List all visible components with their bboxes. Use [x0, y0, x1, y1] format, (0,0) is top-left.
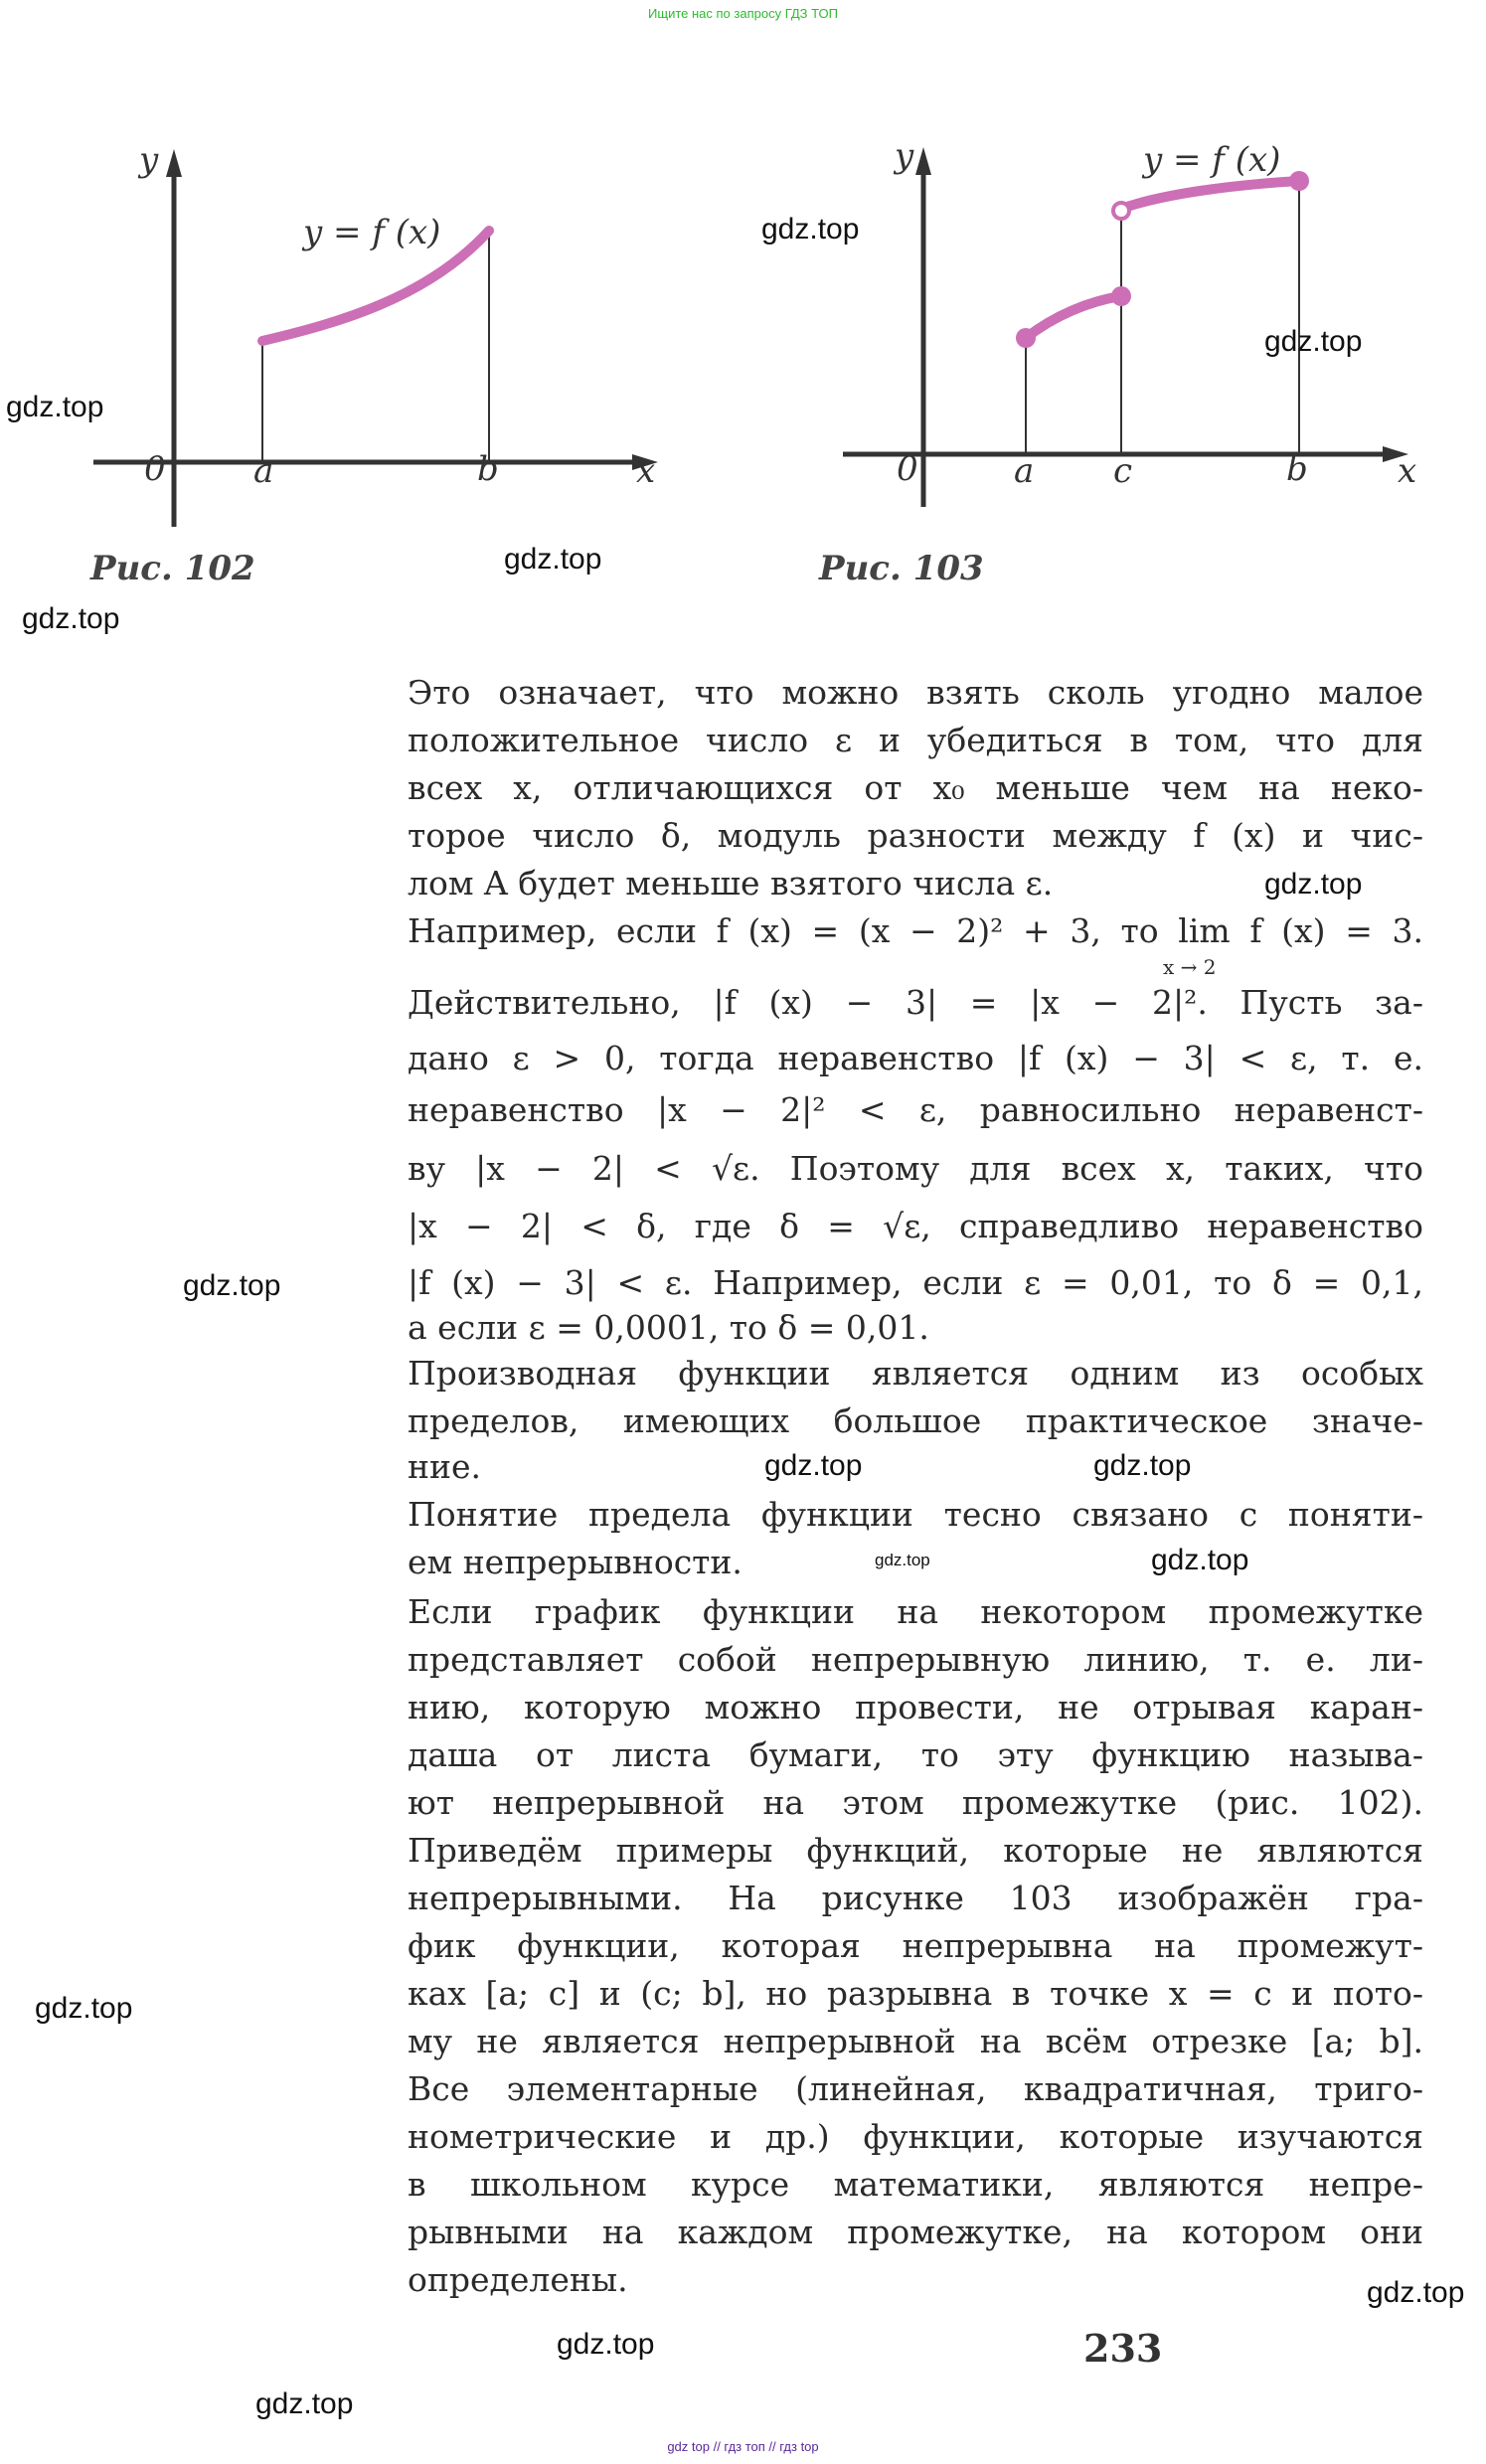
body-text [408, 669, 1423, 2359]
figure-caption: Рис. 102 [90, 549, 255, 588]
y-label: y [895, 136, 914, 176]
text-line: |f (x) − 3| < ε. Например, если ε = 0,01, то δ = 0,1, [408, 1263, 1423, 1302]
text-line: даша от листа бумаги, то эту функцию называ- [408, 1735, 1423, 1774]
text-line: непрерывными. На рисунке 103 изображён гра- [408, 1879, 1423, 1917]
watermark: gdz.top [183, 1269, 281, 1302]
closed-point-c [1111, 286, 1131, 306]
open-point-c [1113, 203, 1129, 219]
text-line: Все элементарные (линейная, квадратичная, триго- [408, 2069, 1423, 2108]
y-axis-arrow-icon [915, 147, 931, 175]
right-branch [1121, 181, 1299, 209]
text-line: определены. [408, 2260, 628, 2299]
text-line: рывными на каждом промежутке, на котором они [408, 2213, 1423, 2251]
text-line: нометрические и др.) функции, которые изучаются [408, 2117, 1423, 2156]
watermark: gdz.top [35, 1992, 133, 2025]
watermark: gdz.top [6, 391, 104, 423]
text-line: нию, которую можно провести, не отрывая каран- [408, 1688, 1423, 1726]
text-line: Это означает, что можно взять сколь угодно малое [408, 673, 1423, 712]
text-line: ют непрерывной на этом промежутке (рис. 102). [408, 1783, 1423, 1822]
text-line: неравенство |x − 2|² < ε, равносильно неравенст- [408, 1090, 1423, 1129]
watermark: gdz.top [875, 1551, 930, 1569]
figures [0, 0, 1486, 646]
text-line: ках [a; c] и (c; b], но разрывна в точке x = c и пото- [408, 1974, 1423, 2013]
watermark: gdz.top [557, 2328, 655, 2361]
footer-links[interactable]: gdz top // гдз топ // гдз top [667, 2439, 819, 2454]
text-line: торое число δ, модуль разности между f (x) и чис- [408, 816, 1423, 855]
lim-subscript: x → 2 [1163, 955, 1217, 979]
text-line: положительное число ε и убедиться в том, что для [408, 721, 1423, 759]
text-line: |x − 2| < δ, где δ = √ε, справедливо неравенство [408, 1207, 1423, 1245]
text-line: Приведём примеры функций, которые не являются [408, 1831, 1423, 1870]
page-number: 233 [1083, 2326, 1163, 2371]
text-line: всех x, отличающихся от x₀ меньше чем на неко- [408, 768, 1423, 807]
figure-caption: Рис. 103 [819, 549, 984, 588]
text-line: фик функции, которая непрерывна на промежут- [408, 1926, 1423, 1965]
text-line: а если ε = 0,0001, то δ = 0,01. [408, 1308, 929, 1347]
a-label: a [1014, 451, 1035, 491]
watermark: gdz.top [1151, 1544, 1249, 1576]
text-line: дано ε > 0, тогда неравенство |f (x) − 3| < ε, т. е. [408, 1039, 1423, 1077]
origin-label: 0 [897, 449, 918, 489]
watermark: gdz.top [1264, 325, 1363, 358]
text-line: ву |x − 2| < √ε. Поэтому для всех x, таких, что [408, 1149, 1423, 1188]
closed-point-b [1289, 171, 1309, 191]
text-line: Если график функции на некотором промежутке [408, 1592, 1423, 1631]
y-axis-arrow-icon [166, 149, 182, 177]
watermark: gdz.top [764, 1449, 863, 1482]
watermark: gdz.top [1367, 2276, 1465, 2309]
y-label: y [139, 140, 159, 180]
watermark: gdz.top [22, 602, 120, 635]
text-line: пределов, имеющих большое практическое значе- [408, 1401, 1423, 1440]
text-line: Производная функции является одним из особых [408, 1354, 1423, 1393]
text-line: ем непрерывности. [408, 1543, 743, 1581]
b-label: b [1286, 449, 1308, 489]
figure-103 [818, 136, 1416, 588]
figure-102 [89, 140, 658, 588]
top-banner[interactable]: Ищите нас по запросу ГДЗ ТОП [648, 6, 838, 21]
text-line: в школьном курсе математики, являются непре- [408, 2165, 1423, 2204]
b-label: b [477, 449, 499, 489]
left-branch [1026, 296, 1121, 338]
x-label: x [636, 451, 656, 491]
c-label: c [1113, 451, 1133, 491]
watermark: gdz.top [1264, 868, 1363, 901]
watermark: gdz.top [1093, 1449, 1192, 1482]
function-label: y = f (x) [1143, 140, 1281, 180]
text-line: Например, если f (x) = (x − 2)² + 3, то lim f (x) = 3. [408, 911, 1423, 950]
closed-point-a [1016, 328, 1036, 348]
text-line: ние. [408, 1447, 482, 1486]
text-line: Действительно, |f (x) − 3| = |x − 2|². Пусть за- [408, 983, 1423, 1022]
watermark: gdz.top [255, 2387, 354, 2420]
a-label: a [253, 451, 274, 491]
watermark: gdz.top [761, 213, 860, 246]
origin-label: 0 [144, 449, 166, 489]
text-line: лом A будет меньше взятого числа ε. [408, 864, 1054, 903]
x-label: x [1398, 451, 1417, 491]
text-line: му не является непрерывной на всём отрезке [a; b]. [408, 2022, 1423, 2060]
watermark: gdz.top [504, 543, 602, 575]
function-label: y = f (x) [303, 213, 441, 252]
text-line: Понятие предела функции тесно связано с поняти- [408, 1495, 1423, 1534]
text-line: представляет собой непрерывную линию, т. е. ли- [408, 1640, 1423, 1679]
